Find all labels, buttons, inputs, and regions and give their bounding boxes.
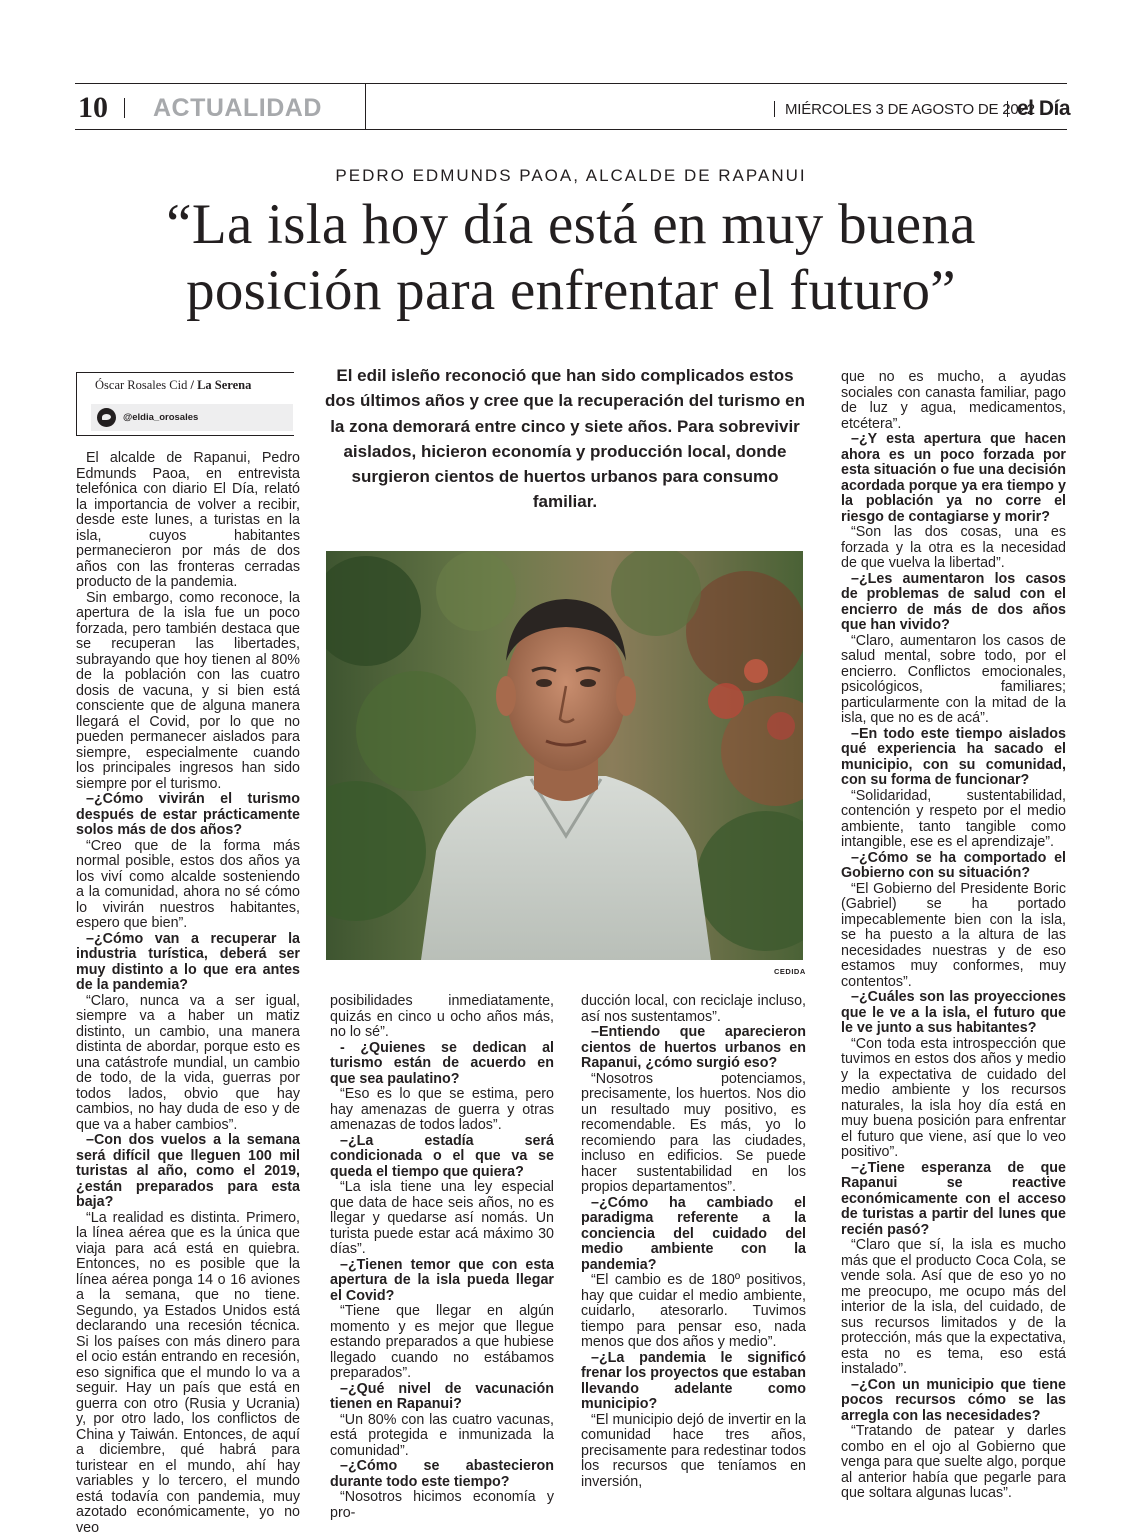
byline: [76, 372, 294, 436]
header-separator: [124, 98, 125, 118]
twitter-handle[interactable]: @eldia_orosales: [123, 412, 199, 423]
interview-question: –Entiendo que aparecieron cientos de huertos urbanos en Rapanui, ¿cómo surgió eso?: [581, 1024, 806, 1071]
paragraph: “El Gobierno del Presidente Boric (Gabriel) se ha portado impecablemente bien con la isla, se ha puesto a la altura de las necesidades nuestras y de eso estamos muy conformes, muy contentos”.: [841, 880, 1066, 990]
header-separator: [774, 101, 775, 117]
paragraph: “Solidaridad, sustentabilidad, contención y respeto por el medio ambiente, tanto tangible como intangible, ese es el aprendizaje”.: [841, 787, 1066, 850]
interview-question: –¿Les aumentaron los casos de problemas de salud con el encierro de más de dos años que han vivido?: [841, 570, 1066, 633]
paragraph: El alcalde de Rapanui, Pedro Edmunds Paoa, en entrevista telefónica con diario El Día, relató la importancia de volver a recibir, desde este lunes, a turistas en la isla, cuyos habitantes permanecieron por más de dos años con las fronteras cerradas producto de la pandemia.: [76, 450, 300, 590]
interview-question: –¿Cuáles son las proyecciones que le ve a la isla, el futuro que le ve junto a sus habitantes?: [841, 989, 1066, 1036]
article-lead: El edil isleño reconoció que han sido complicados estos dos últimos años y cree que la recuperación del turismo en la zona demorará entre cinco y siete años. Para sobrevivir aislados, hicieron economía y producción local, donde surgieron cientos de huertos urbanos para consumo familiar.: [325, 366, 805, 512]
article-column-3: [581, 994, 806, 1490]
interview-question: –¿Cómo se ha comportado el Gobierno con su situación?: [841, 849, 1066, 881]
headline-line: posición para enfrentar el futuro”: [186, 259, 956, 322]
paragraph-continuation: posibilidades inmediatamente, quizás en cinco u ocho años más, no lo sé”.: [330, 993, 554, 1040]
article-column-2: [330, 994, 554, 1521]
paragraph: “Claro que sí, la isla es mucho más que el producto Coca Cola, se vende sola. Así que de eso yo no me preocupo, me ocupo más del interior de la isla, del cuidado, de sus recursos limitados y de la protección, más que la expectativa, esta no es tema, eso está instalado”.: [841, 1237, 1066, 1377]
newspaper-logo: el Día: [1017, 97, 1071, 120]
byline-separator: /: [190, 378, 194, 392]
paragraph: “Claro, aumentaron los casos de salud mental, sobre todo, por el encierro. Conflictos emocionales, psicológicos, familiares; particularmente con la mitad de la isla, que no es de acá”.: [841, 632, 1066, 726]
paragraph: “Son las dos cosas, una es forzada y la otra es la necesidad de que vuelva la libertad”.: [841, 524, 1066, 571]
interview-question: –Con dos vuelos a la semana será difícil que lleguen 100 mil turistas al año, como el 2019, ¿están preparados para esta baja?: [76, 1132, 300, 1210]
article-column-4: [841, 370, 1066, 1502]
author-name: Óscar Rosales Cid: [95, 378, 188, 392]
article-headline: [40, 192, 1102, 324]
portrait-photo: [326, 551, 803, 960]
interview-question: –¿Qué nivel de vacunación tienen en Rapanui?: [330, 1380, 554, 1412]
paragraph: “Nosotros hicimos economía y pro-: [330, 1489, 554, 1521]
interview-question: –¿Cómo se abastecieron durante todo este tiempo?: [330, 1458, 554, 1490]
header-divider: [365, 84, 366, 129]
photo-credit: CEDIDA: [774, 967, 806, 976]
twitter-icon: [97, 408, 116, 427]
paragraph: “Tiene que llegar en algún momento y es mejor que llegue estando preparados a que hubiese llegado cuando no estábamos preparados”.: [330, 1303, 554, 1381]
section-title: ACTUALIDAD: [153, 94, 322, 122]
interview-question: –¿Tienen temor que con esta apertura de la isla pueda llegar el Covid?: [330, 1256, 554, 1304]
paragraph: “El municipio dejó de invertir en la comunidad hace tres años, precisamente para redestinar todos los recursos que teníamos en inversión,: [581, 1411, 806, 1490]
paragraph-continuation: ducción local, con reciclaje incluso, así nos sustentamos”.: [581, 993, 806, 1025]
article-kicker: PEDRO EDMUNDS PAOA, ALCALDE DE RAPANUI: [335, 166, 807, 185]
interview-question: –¿Cómo ha cambiado el paradigma referente a la conciencia del cuidado del medio ambiente con la pandemia?: [581, 1194, 806, 1273]
paragraph: “Un 80% con las cuatro vacunas, está protegida e inmunizada la comunidad”.: [330, 1411, 554, 1459]
paragraph: “Con toda esta introspección que tuvimos en estos dos años y medio y la expectativa de cuidado del medio ambiente y los recursos naturales, la isla hoy día está en muy buena posición para enfrentar el futuro que viene, así que lo veo positivo”.: [841, 1035, 1066, 1160]
interview-question: –En todo este tiempo aislados qué experiencia ha sacado el municipio, con su comunidad, con su forma de funcionar?: [841, 725, 1066, 788]
page-number: 10: [78, 91, 108, 124]
article-column-1: [76, 451, 300, 1535]
header-separator: [1007, 101, 1008, 117]
issue-date: MIÉRCOLES 3 DE AGOSTO DE 2022: [785, 101, 1035, 118]
social-handle-box: [91, 404, 293, 431]
interview-question: –¿Cómo vivirán el turismo después de estar prácticamente solos más de dos años?: [76, 791, 300, 838]
interview-question: –¿Tiene esperanza de que Rapanui se reactive económicamente con el acceso de turistas a partir del lunes que recién pasó?: [841, 1159, 1066, 1238]
header-top-rule: [75, 83, 1067, 84]
paragraph: “Nosotros potenciamos, precisamente, los huertos. Nos dio un resultado muy positivo, es recomendable. Es más, yo lo recomiendo para las ciudades, incluso en edificios. Se puede hacer sustentabilidad en los propios departamentos”.: [581, 1070, 806, 1195]
headline-line: “La isla hoy día está en muy buena: [166, 193, 976, 256]
paragraph-continuation: que no es mucho, a ayudas sociales con canasta familiar, pago de luz y agua, medicamentos, etcétera”.: [841, 369, 1066, 432]
paragraph: “La isla tiene una ley especial que data de hace seis años, no es llegar y quedarse así nomás. Un turista puede estar acá máximo 30 días”.: [330, 1179, 554, 1257]
byline-author-line: [95, 377, 251, 393]
interview-question: –¿La pandemia le significó frenar los proyectos que estaban llevando adelante como municipio?: [581, 1349, 806, 1412]
paragraph: Sin embargo, como reconoce, la apertura de la isla fue un poco forzada, pero también destaca que se recuperan las libertades, subrayando que hoy tienen al 80% de la población con las cuatro dosis de vacuna, y si bien está consciente que de alguna manera llegará el Covid, por lo que no pueden permanecer aislados para siempre, especialmente cuando los principales ingresos han sido siempre por el turismo.: [76, 589, 300, 792]
interview-question: –¿Con un municipio que tiene pocos recursos cómo se las arregla con las necesidades?: [841, 1376, 1066, 1424]
header-bottom-rule: [75, 129, 1067, 130]
paragraph: “Eso es lo que se estima, pero hay amenazas de guerra y otras amenazas de todos lados”.: [330, 1086, 554, 1133]
author-location: La Serena: [197, 378, 252, 392]
paragraph: “Claro, nunca va a ser igual, siempre va a haber un matiz distinto, un cambio, una manera distinta de abordar, porque esto es una catástrofe mundial, un cambio de todo, de la vida, guerras por todos lados, obvio que hay cambios, no hay duda de eso y de que va a haber cambios”.: [76, 992, 300, 1133]
paragraph: “Tratando de patear y darles combo en el ojo al Gobierno que venga para que suelte algo, porque al anterior había que pegarle para que soltara algunas lucas”.: [841, 1423, 1066, 1501]
interview-question: - ¿Quienes se dedican al turismo están de acuerdo en que sea paulatino?: [330, 1039, 554, 1087]
paragraph: “La realidad es distinta. Primero, la línea aérea que es la única que viaja para acá está en quiebra. Entonces, no es posible que la línea aérea ponga 14 o 16 aviones a la semana, que no tiene. Segundo, ya Estados Unidos está declarando una recesión técnica. Si los países con más dinero para el ocio están entrando en recesión, eso significa que el mundo lo va a seguir. Hay un país que está en guerra con otro (Rusia y Ucrania) y, por otro lado, los conflictos de China y Taiwán. Entonces, de aquí a diciembre, qué habrá para turistear en el mundo, ahí hay variables y lo tercero, el mundo está todavía con pandemia, muy azotado económicamente, yo no veo: [76, 1209, 300, 1535]
interview-question: –¿Y esta apertura que hacen ahora es un poco forzada por esta situación o fue una decisión acordada porque ya era tiempo y la población ya no corre el riesgo de contagiarse y morir?: [841, 431, 1066, 525]
interview-question: –¿Cómo van a recuperar la industria turística, deberá ser muy distinto a lo que era antes de la pandemia?: [76, 930, 300, 993]
paragraph: “El cambio es de 180º positivos, hay que cuidar el medio ambiente, cuidarlo, atesorarlo. Tuvimos tiempo para pensar eso, nada menos que dos años y medio”.: [581, 1272, 806, 1350]
paragraph: “Creo que de la forma más normal posible, estos dos años ya los viví como alcalde sosteniendo a la comunidad, ahora no sé cómo lo vivirán nuestros habitantes, espero que bien”.: [76, 837, 300, 931]
interview-question: –¿La estadía será condicionada o el que va se queda el tiempo que quiera?: [330, 1132, 554, 1180]
portrait-illustration: [326, 551, 803, 960]
